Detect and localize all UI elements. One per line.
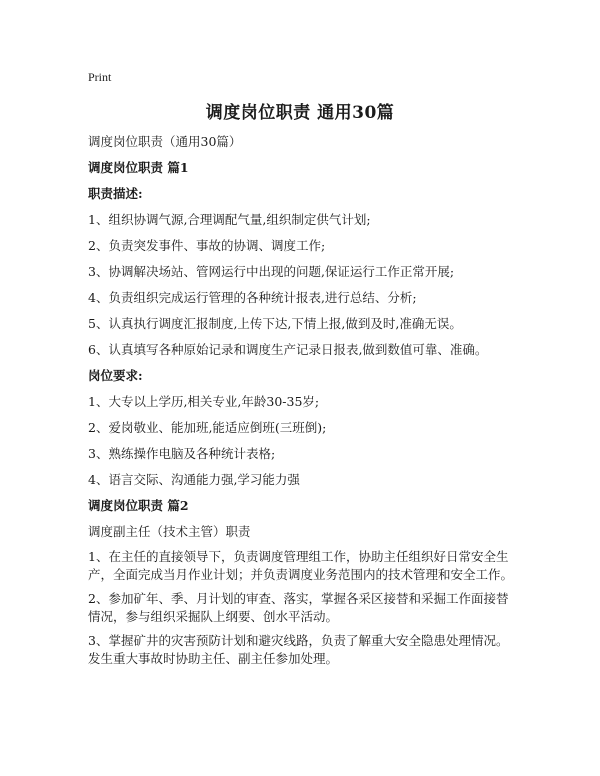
document-body [88, 132, 520, 674]
section2-role: 调度副主任（技术主管）职责 [88, 524, 251, 539]
section2-item: 3、掌握矿井的灾害预防计划和避灾线路，负责了解重大安全隐患处理情况。发生重大事故时协助主任、副主任参加处理。 [88, 633, 509, 666]
requirement-item: 2、爱岗敬业、能加班,能适应倒班(三班倒); [88, 420, 327, 435]
document-title: 调度岗位职责 通用30篇 [205, 103, 395, 123]
requirement-item: 3、熟练操作电脑及各种统计表格; [88, 446, 276, 461]
section1-heading: 调度岗位职责 篇1 [88, 160, 189, 175]
requirements-heading: 岗位要求: [88, 368, 143, 383]
duties-heading: 职责描述: [88, 186, 143, 201]
duty-item: 3、协调解决场站、管网运行中出现的问题,保证运行工作正常开展; [88, 264, 455, 279]
requirement-item: 4、语言交际、沟通能力强,学习能力强 [88, 472, 300, 487]
requirement-item: 1、大专以上学历,相关专业,年龄30-35岁; [88, 394, 320, 409]
duty-item: 4、负责组织完成运行管理的各种统计报表,进行总结、分析; [88, 290, 417, 305]
duty-item: 5、认真执行调度汇报制度,上传下达,下情上报,做到及时,准确无误。 [88, 316, 462, 331]
document-subtitle: 调度岗位职责（通用30篇） [88, 134, 242, 149]
duty-item: 6、认真填写各种原始记录和调度生产记录日报表,做到数值可靠、准确。 [88, 342, 488, 357]
print-label[interactable]: Print [88, 70, 112, 84]
duty-item: 1、组织协调气源,合理调配气量,组织制定供气计划; [88, 212, 371, 227]
section2-item: 2、参加矿年、季、月计划的审查、落实，掌握各采区接替和采掘工作面接替情况，参与组织采掘队上纲要、创水平活动。 [88, 591, 509, 624]
duty-item: 2、负责突发事件、事故的协调、调度工作; [88, 238, 326, 253]
section2-item: 1、在主任的直接领导下，负责调度管理组工作，协助主任组织好日常安全生产，全面完成当月作业计划；并负责调度业务范围内的技术管理和安全工作。 [88, 549, 514, 582]
section2-heading: 调度岗位职责 篇2 [88, 498, 189, 513]
